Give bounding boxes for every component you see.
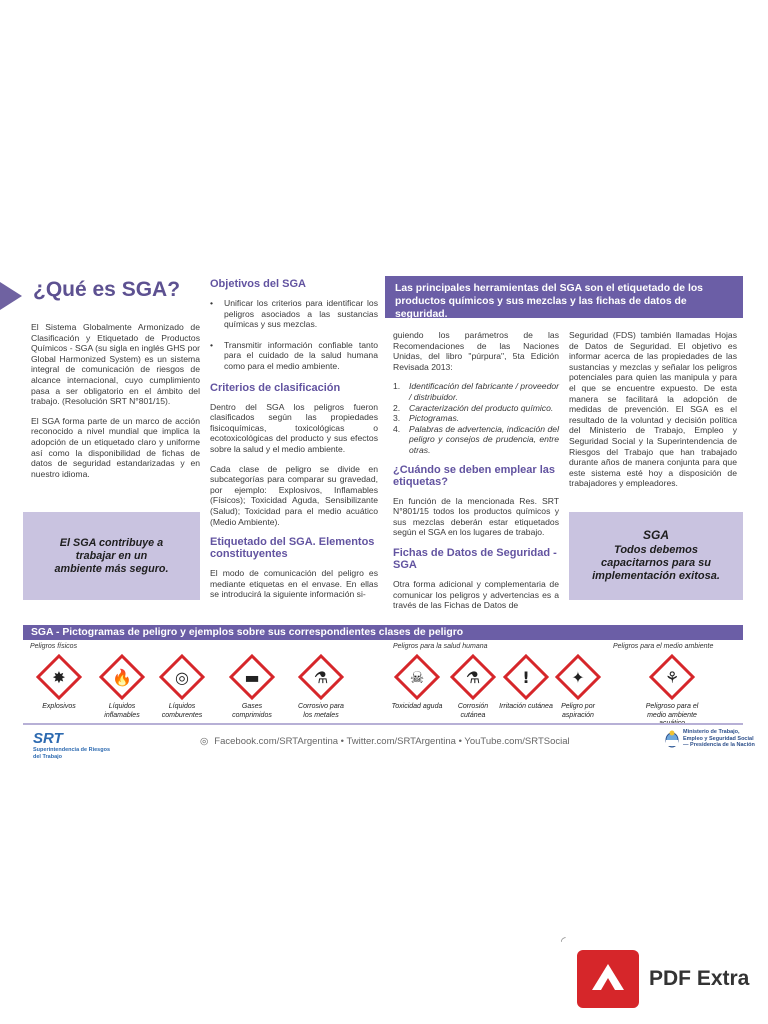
pictogram-label: Líquidos comburentes (161, 703, 203, 719)
social-links (200, 736, 570, 747)
column-1 (31, 322, 200, 488)
ministry-text: Ministerio de Trabajo, Empleo y Seguridad Social — Presidencia de la Nación (683, 729, 755, 748)
pictogram (154, 654, 210, 720)
pictogram (94, 654, 150, 720)
recomendaciones-paragraph: guiendo los parámetros de las Recomendaciones de las Naciones Unidas, del libro "púrpura", 5ta Edición Revisada 2013: (393, 330, 559, 372)
item-number: 1. (393, 381, 401, 392)
corrosion-icon (450, 654, 496, 700)
cuando-heading: ¿Cuándo se deben emplear las etiquetas? (393, 463, 555, 488)
title-arrow-icon (0, 282, 22, 310)
tools-banner: Las principales herramientas del SGA son el etiquetado de los productos químicos y sus mezclas y las fichas de datos de seguridad. (385, 276, 743, 318)
srt-logo-title: SRT (33, 730, 63, 747)
oxidizer-icon (159, 654, 205, 700)
svg-text:🔥: 🔥 (112, 668, 132, 687)
callout-right-text: Todos debemos capacitarnos para su implementación exitosa. (592, 544, 720, 582)
pictogram (224, 654, 280, 720)
list-item (393, 381, 559, 402)
pictogram (644, 654, 700, 729)
list-item: • Transmitir información confiable tanto para el cuidado de la salud humana como para el medio ambiente. (210, 340, 378, 372)
explosive-icon (36, 654, 82, 700)
svg-text:⚗: ⚗ (465, 668, 481, 687)
pictogram (498, 654, 554, 712)
list-item: • Unificar los criterios para identificar los peligros asociados a las sustancias químicas y sus mezclas. (210, 298, 378, 330)
item-text: Caracterización del producto químico. (409, 402, 554, 413)
pictogram-label: Corrosión cutánea (457, 703, 489, 719)
list-item (393, 424, 559, 456)
pictogram-label: Gases comprimidos (232, 703, 272, 719)
globe-icon: ◎ (200, 736, 209, 747)
gas-cylinder-icon (229, 654, 275, 700)
pictograms-bar: SGA - Pictogramas de peligro y ejemplos sobre sus correspondientes clases de peligro (23, 625, 743, 640)
pictogram (445, 654, 501, 720)
ministry-logo (665, 729, 755, 749)
item-text: Palabras de advertencia, indicación del peligro y consejos de prudencia, entre otras. (409, 423, 559, 455)
footer-divider (23, 723, 743, 725)
coat-of-arms-icon (665, 730, 679, 748)
document-page (0, 270, 768, 770)
item-number: 2. (393, 402, 401, 413)
pictogram-label: Explosivos (42, 703, 76, 710)
criterios-paragraph-2: Cada clase de peligro se divide en subcategorías para comparar su gravedad, por ejemplo: Explosivos, Inflamables (Físicos); Toxicidad Aguda, Sensibilizante (Salud); Toxicidad para el medio acuático (Medio Ambiente). (210, 463, 378, 527)
criterios-heading: Criterios de clasificación (210, 381, 341, 394)
pictogram-label: Irritación cutánea (499, 703, 553, 710)
svg-text:⚘: ⚘ (664, 668, 680, 687)
column-4 (569, 330, 737, 498)
category-health: Peligros para la salud humana (393, 643, 488, 650)
pictogram (550, 654, 606, 720)
pictogram (293, 654, 349, 720)
pictogram (31, 654, 87, 712)
svg-text:⚗: ⚗ (313, 668, 329, 687)
health-hazard-icon (555, 654, 601, 700)
pictogram-label: Líquidos inflamables (104, 703, 140, 719)
pictogram-label: Toxicidad aguda (391, 703, 443, 710)
flame-icon (99, 654, 145, 700)
callout-right-title: SGA (642, 528, 669, 542)
pictogram-label: Corrosivo para los metales (298, 703, 344, 719)
svg-text:!: ! (522, 668, 530, 687)
exclamation-icon (503, 654, 549, 700)
svg-text:✦: ✦ (571, 668, 585, 687)
fichas-heading: Fichas de Datos de Seguridad - SGA (393, 546, 557, 571)
svg-text:✸: ✸ (52, 668, 66, 687)
srt-logo-subtitle: Superintendencia de Riesgos del Trabajo (33, 747, 111, 760)
list-item (393, 403, 559, 414)
corrosive-metals-icon (298, 654, 344, 700)
category-physical: Peligros físicos (30, 643, 78, 650)
pictogram-label: Peligroso para el medio ambiente (645, 703, 699, 719)
loading-spinner-icon: ◜ (561, 934, 566, 948)
objetivos-list (210, 298, 378, 372)
cuando-paragraph: En función de la mencionada Res. SRT N°801/15 todos los productos químicos y sus mezclas deberán estar etiquetados según el SGA en los lugares de trabajo. (393, 495, 559, 538)
item-text: Identificación del fabricante / proveedor / distribuidor. (409, 381, 560, 402)
item-number: 3. (393, 413, 401, 424)
column-2 (210, 278, 378, 609)
srt-logo (33, 730, 113, 760)
environment-icon (649, 654, 695, 700)
objetivos-heading: Objetivos del SGA (210, 278, 306, 290)
pdf-extra-logo-icon (577, 950, 639, 1008)
criterios-paragraph-1: Dentro del SGA los peligros fueron clasificados según las propiedades fisicoquímicas, toxicológicas o ecotoxicológicas del producto y sus efectos sobre la salud y el medio ambiente. (210, 401, 378, 454)
label-elements-list (393, 381, 559, 455)
pictogram (389, 654, 445, 712)
etiquetado-paragraph: El modo de comunicación del peligro es mediante etiquetas en el envase. En ellas se introducirá la siguiente información si- (210, 568, 378, 600)
pictogram-label: Peligro por aspiración (561, 703, 595, 719)
callout-left: El SGA contribuye a trabajar en un ambiente más seguro. (23, 512, 200, 600)
category-environment: Peligros para el medio ambiente (613, 643, 714, 650)
item-number: 4. (393, 423, 401, 434)
intro-paragraph: El Sistema Globalmente Armonizado de Clasificación y Etiquetado de Productos Químicos - SGA (su sigla en inglés GHS por Global Harmonized System) es un sistema integral de comunicación de riesgos de alcance internacional, cuyo cumplimiento pasa a ser obligatorio en el ámbito del trabajo. (Resolución SRT N°801/15). (31, 322, 200, 407)
reader-name: PDF Extra (649, 967, 750, 990)
list-item (393, 413, 559, 424)
etiquetado-heading: Etiquetado del SGA. Elementos constituyentes (210, 536, 375, 561)
framework-paragraph: El SGA forma parte de un marco de acción reconocido a nivel mundial que implica la adopción de un etiquetado claro y uniforme así como la disponibilidad de fichas de datos de seguridad estandarizadas y en nuestro idioma. (31, 415, 200, 479)
social-text: Facebook.com/SRTArgentina • Twitter.com/SRTArgentina • YouTube.com/SRTSocial (214, 736, 570, 747)
svg-text:☠: ☠ (409, 668, 425, 687)
item-text: Pictogramas. (409, 413, 460, 424)
fds-paragraph: Seguridad (FDS) también llamadas Hojas de Datos de Seguridad. El objetivo es informar acerca de las propiedades de las sustancias y mezclas y señalar los peligros potenciales para quien las manipula y para el que se encuentre expuesto. De esta manera se facilitará la adopción de medidas de prevención. El SGA es el resultado de la voluntad y decisión política del Ministerio de Trabajo, Empleo y Seguridad Social y la Superintendencia de Riesgos del Trabajo que han trabajado durante años de manera conjunta para que este sistema esté hoy a disposición de trabajadores y empleadores. (569, 330, 737, 489)
fichas-paragraph: Otra forma adicional y complementaria de comunicar los peligros y advertencias es a través de las Fichas de Datos de (393, 578, 559, 611)
svg-text:◎: ◎ (175, 668, 189, 687)
reader-brand (577, 950, 749, 1008)
svg-text:▬: ▬ (244, 668, 260, 687)
column-3 (393, 330, 559, 620)
skull-icon (394, 654, 440, 700)
page-title: ¿Qué es SGA? (33, 278, 181, 301)
callout-right (569, 512, 743, 600)
